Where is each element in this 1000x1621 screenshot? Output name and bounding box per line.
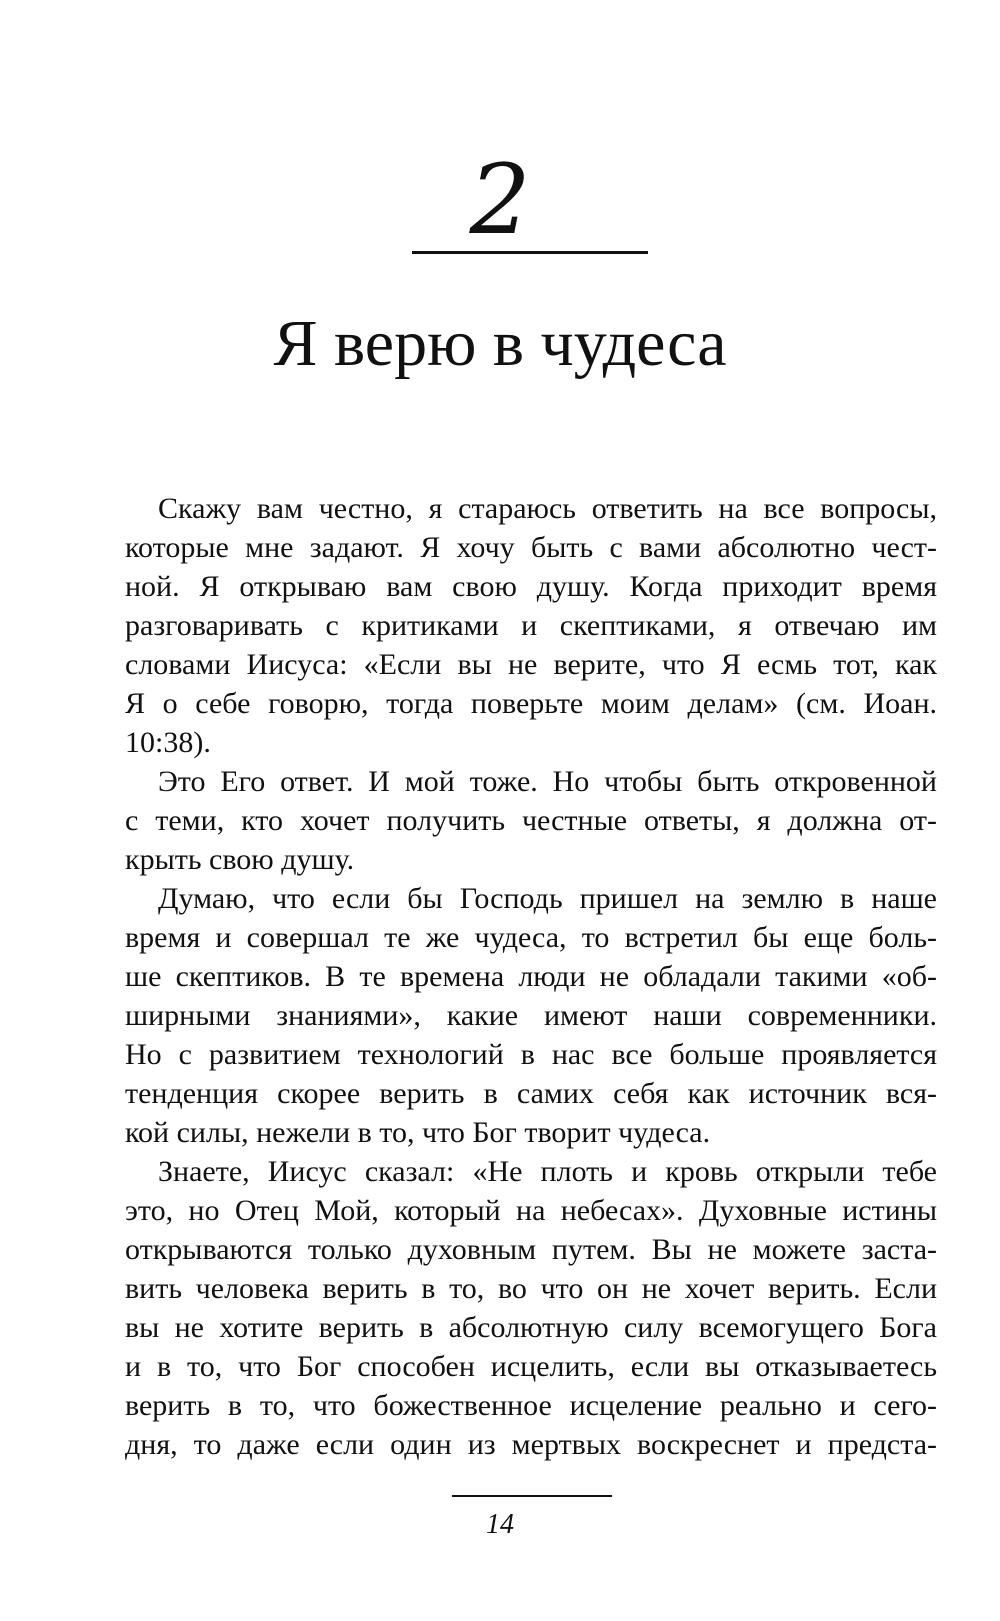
text-line: Знаете, Иисус сказал: «Не плоть и кровь открыли тебе [158, 1155, 937, 1188]
text-line: и в то, что Бог способен исцелить, если вы отказываетесь [125, 1350, 937, 1383]
text-line: 10:38). [125, 726, 211, 759]
text-line: Это Его ответ. И мой тоже. Но чтобы быть откровенной [158, 765, 937, 798]
text-line: словами Иисуса: «Если вы не верите, что Я есмь тот, как [125, 648, 937, 681]
chapter-number: 2 [469, 144, 531, 256]
text-line: ширными знаниями», какие имеют наши современники. [125, 999, 937, 1032]
footer-rule [452, 1495, 612, 1497]
text-line: ной. Я открываю вам свою душу. Когда приходит время [125, 570, 937, 603]
text-line: Я о себе говорю, тогда поверьте моим делам» (см. Иоан. [125, 687, 937, 720]
text-line: тенденция скорее верить в самих себя как источник вся- [125, 1077, 937, 1110]
text-line: дня, то даже если один из мертвых воскреснет и предста- [125, 1428, 937, 1461]
text-line: крыть свою душу. [125, 843, 355, 876]
page-number: 14 [486, 1509, 514, 1540]
text-line: Думаю, что если бы Господь пришел на землю в наше [158, 882, 937, 915]
text-line: время и совершал те же чудеса, то встретил бы еще боль- [125, 921, 937, 954]
text-line: вы не хотите верить в абсолютную силу всемогущего Бога [125, 1311, 937, 1344]
text-line: Но с развитием технологий в нас все больше проявляется [125, 1038, 937, 1071]
text-line: которые мне задают. Я хочу быть с вами абсолютно чест- [125, 531, 937, 564]
text-line: Скажу вам честно, я стараюсь ответить на все вопросы, [158, 492, 937, 525]
text-line: верить в то, что божественное исцеление реально и сего- [125, 1389, 937, 1422]
text-line: с теми, кто хочет получить честные ответы, я должна от- [125, 804, 937, 837]
text-line: разговаривать с критиками и скептиками, я отвечаю им [125, 609, 937, 642]
text-line: открываются только духовным путем. Вы не можете заста- [125, 1233, 937, 1266]
chapter-rule [412, 251, 648, 254]
text-line: кой силы, нежели в то, что Бог творит чудеса. [125, 1116, 711, 1149]
chapter-title: Я верю в чудеса [273, 307, 727, 380]
text-line: вить человека верить в то, во что он не хочет верить. Если [125, 1272, 937, 1305]
text-line: ше скептиков. В те времена люди не обладали такими «об- [125, 960, 937, 993]
body-text [125, 489, 937, 1464]
text-line: это, но Отец Мой, который на небесах». Духовные истины [125, 1194, 937, 1227]
